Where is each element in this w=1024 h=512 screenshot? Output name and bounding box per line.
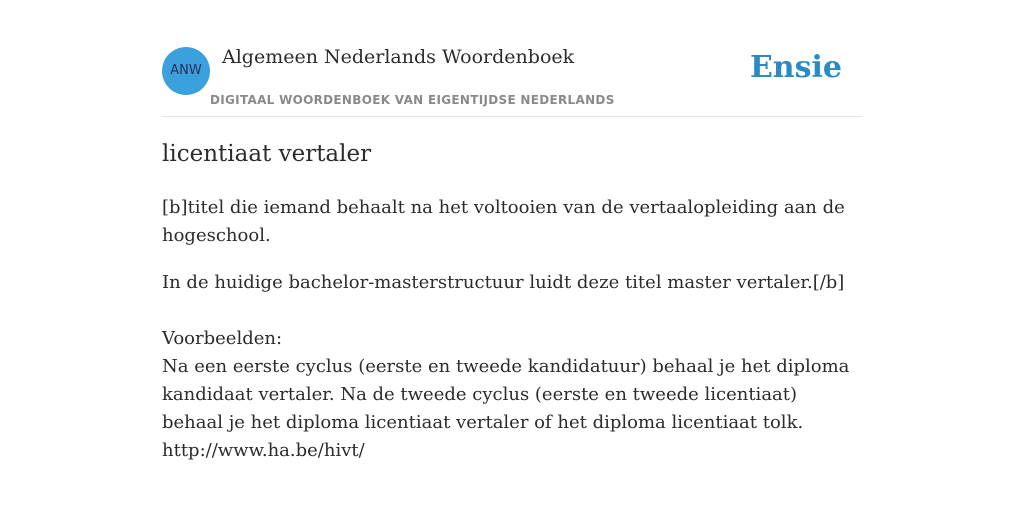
ensie-brand-logo[interactable]: Ensie	[749, 50, 842, 85]
entry-headword: licentiaat vertaler	[162, 141, 372, 167]
anw-logo[interactable]: ANW	[162, 47, 210, 95]
entry-content	[162, 138, 862, 465]
site-title[interactable]: Algemeen Nederlands Woordenboek	[222, 46, 575, 68]
source-link[interactable]: http://www.ha.be/hivt/	[162, 440, 365, 461]
entry-definition: [b]titel die iemand behaalt na het voltooien van de vertaalopleiding aan de hogeschool.	[162, 197, 845, 246]
example-text: Na een eerste cyclus (eerste en tweede kandidatuur) behaal je het diploma kandidaat vertaler. Na de tweede cyclus (eerste en tweede licentiaat) behaal je het diploma licentiaat vertaler of het diploma licentiaat tolk.	[162, 356, 850, 433]
site-header	[162, 0, 862, 117]
examples-heading: Voorbeelden:	[162, 328, 283, 349]
entry-note: In de huidige bachelor-masterstructuur luidt deze titel master vertaler.[/b]	[162, 272, 845, 293]
site-subtitle: DIGITAAL WOORDENBOEK VAN EIGENTIJDSE NEDERLANDS	[210, 93, 615, 107]
